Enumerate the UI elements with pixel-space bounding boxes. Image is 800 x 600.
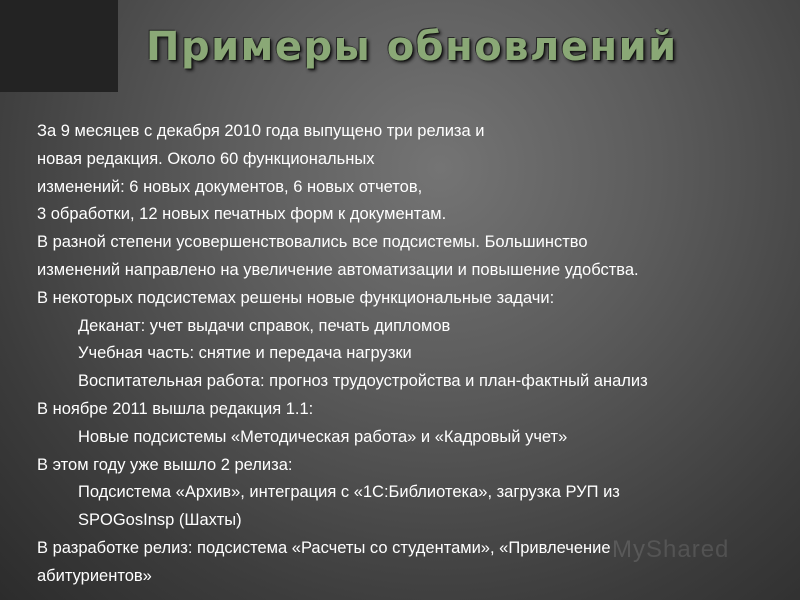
body-subline: SPOGosInsp (Шахты) <box>78 511 242 530</box>
body-subline: Подсистема «Архив», интеграция с «1С:Библиотека», загрузка РУП из <box>78 483 620 502</box>
body-line: В некоторых подсистемах решены новые функциональные задачи: <box>37 288 555 307</box>
body-line: новая редакция. Около 60 функциональных <box>37 149 375 168</box>
watermark-part: Shared <box>646 536 730 563</box>
slide-title: Примеры обновлений <box>146 24 678 70</box>
body-subline: Деканат: учет выдачи справок, печать дипломов <box>78 316 451 335</box>
corner-decoration <box>0 0 118 92</box>
watermark-logo <box>612 536 729 564</box>
body-subline: Новые подсистемы «Методическая работа» и «Кадровый учет» <box>78 427 568 446</box>
body-line: изменений: 6 новых документов, 6 новых отчетов, <box>37 177 423 196</box>
body-subline: Учебная часть: снятие и передача нагрузки <box>78 344 412 363</box>
body-line: В разработке релиз: подсистема «Расчеты со студентами», «Привлечение <box>37 538 611 557</box>
body-line: абитуриентов» <box>37 566 152 585</box>
body-line: В этом году уже вышло 2 релиза: <box>37 455 293 474</box>
body-line: изменений направлено на увеличение автоматизации и повышение удобства. <box>37 260 639 279</box>
slide-body <box>37 118 797 591</box>
watermark-part: My <box>612 536 646 563</box>
body-line: За 9 месяцев с декабря 2010 года выпущено три релиза и <box>37 122 485 140</box>
body-line: В разной степени усовершенствовались все подсистемы. Большинство <box>37 233 588 252</box>
body-line: В ноябре 2011 вышла редакция 1.1: <box>37 399 314 418</box>
body-line: 3 обработки, 12 новых печатных форм к документам. <box>37 205 447 224</box>
body-subline: Воспитательная работа: прогноз трудоустройства и план-фактный анализ <box>78 372 648 391</box>
